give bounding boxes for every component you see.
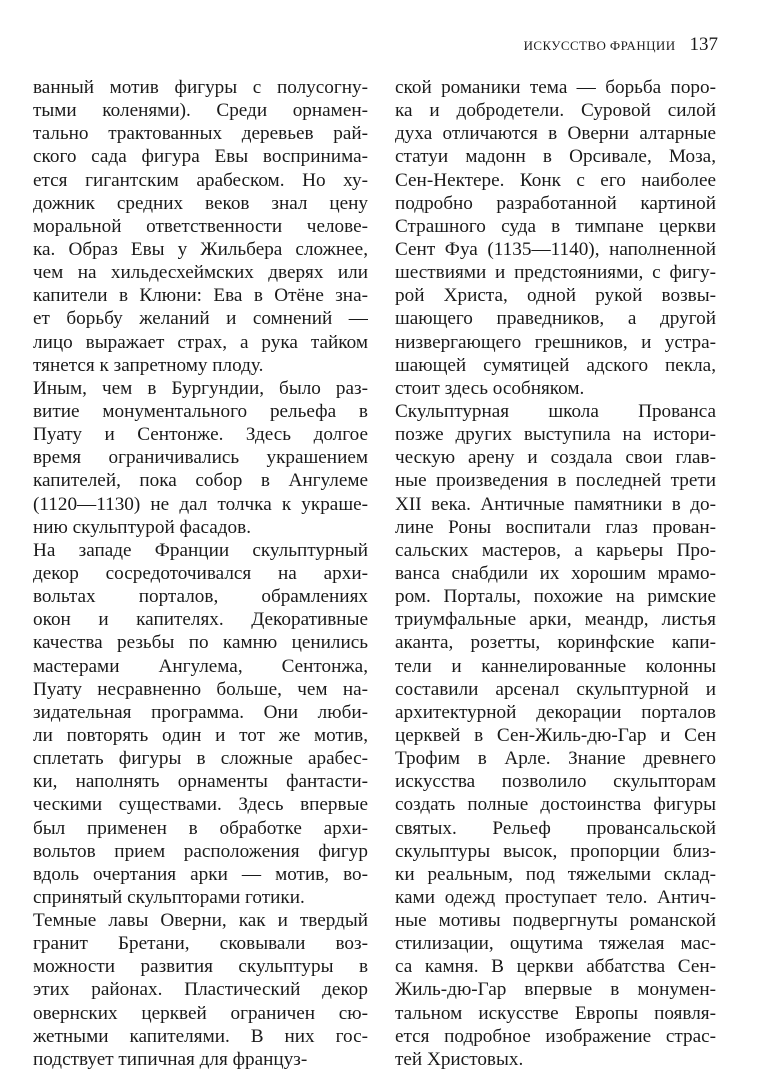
text-line: тальном искусстве Европы появля- [395,1002,716,1024]
text-line: тыми коленями). Среди орнамен- [33,100,368,122]
text-line: ка и добродетели. Суровой силой [395,100,716,122]
paragraph [33,76,368,377]
text-line: ческими существами. Здесь впервые [33,794,368,816]
page-number: 137 [689,34,718,55]
text-line: XII века. Античные памятники в до- [395,493,716,515]
running-head-title: ИСКУССТВО ФРАНЦИИ [523,38,676,53]
text-line: ные мотивы подвергнуты романской [395,910,716,932]
text-line: статуи мадонн в Орсивале, Моза, [395,146,716,168]
text-line: спринятый скульпторами готики. [33,886,305,908]
text-line: сплетать фигуры в сложные арабес- [33,748,368,770]
text-line: Страшного суда в тимпане церкви [395,215,716,237]
text-line: святых. Рельеф провансальской [395,817,716,839]
text-line: шающего праведников, а другой [395,308,716,330]
text-line: са камня. В церкви аббатства Сен- [395,956,716,978]
text-line: лицо выражает страх, а рука тайком [33,331,368,353]
text-line: архитектурной декорации порталов [395,701,716,723]
text-line: витие монументального рельефа в [33,400,368,422]
text-line: чем на хильдесхеймских дверях или [33,262,368,284]
text-line: можности развития скульптуры в [33,956,368,978]
paragraph [395,76,716,400]
text-line: духа отличаются в Оверни алтарные [395,123,716,145]
text-line: нию скульптурой фасадов. [33,516,251,538]
text-line: зидательная программа. Они люби- [33,701,368,723]
text-line: Скульптурная школа Прованса [395,400,716,422]
text-line: ской романики тема — борьба поро- [395,77,716,98]
text-line: вольтах порталов, обрамлениях [33,586,368,608]
text-line: (1120—1130) не дал толчка к украше- [33,493,368,515]
text-line: подствует типичная для француз- [33,1048,308,1070]
text-line: овернских церквей ограничен сю- [33,1002,368,1024]
text-line: шествиями и предстояниями, с фигу- [395,262,716,284]
text-line: На западе Франции скульптурный [33,539,368,561]
text-line: ли повторять один и тот же мотив, [33,724,368,746]
text-line: ванса снабдили их хорошим мрамо- [395,562,716,584]
text-line: тянется к запретному плоду. [33,354,264,376]
text-line: декор сосредоточивался на архи- [33,562,368,584]
text-line: окон и капителях. Декоративные [33,609,368,631]
text-line: вольтов прием расположения фигур [33,840,368,862]
text-line: шающей сумятицей адского пекла, [395,354,716,376]
paragraph [33,909,368,1071]
text-line: рой Христа, одной рукой возвы- [395,285,716,307]
text-line: ные произведения в последней трети [395,470,716,492]
text-line: низвергающего грешников, и устра- [395,331,716,353]
text-line: Пуату и Сентонже. Здесь долгое [33,424,368,446]
text-line: Жиль-дю-Гар впервые в монумен- [395,979,716,1001]
text-line: ки реальным, под тяжелыми склад- [395,863,716,885]
text-line: этих районах. Пластический декор [33,979,368,1001]
text-line: ского сада фигура Евы воспринима- [33,146,368,168]
text-line: лине Роны воспитали глаз прован- [395,516,716,538]
text-line: составили арсенал скульптурной и [395,678,716,700]
text-line: Пуату несравненно больше, чем на- [33,678,368,700]
text-line: ческую арену и создала свои глав- [395,447,716,469]
text-line: капители в Клюни: Ева в Отёне зна- [33,285,368,307]
text-line: Трофим в Арле. Знание древнего [395,748,716,770]
text-line: жетными капителями. В них гос- [33,1025,368,1047]
left-column [33,76,368,1071]
text-line: мастерами Ангулема, Сентонжа, [33,655,368,677]
text-line: стоит здесь особняком. [395,377,585,399]
text-line: ром. Порталы, похожие на римские [395,586,716,608]
text-line: скульптуры высок, пропорции близ- [395,840,716,862]
text-line: ками одежд проступает тело. Антич- [395,886,716,908]
text-line: ка. Образ Евы у Жильбера сложнее, [33,238,368,260]
paragraph [395,400,716,1071]
text-line: ется подробное изображение страс- [395,1025,716,1047]
paragraph [33,377,368,539]
text-line: позже других выступила на истори- [395,424,716,446]
text-line: ется гигантским арабеском. Но ху- [33,169,368,191]
text-line: тей Христовых. [395,1048,524,1070]
text-line: церквей в Сен-Жиль-дю-Гар и Сен [395,724,716,746]
text-line: время ограничивались украшением [33,447,368,469]
text-line: тели и каннелированные колонны [395,655,716,677]
text-line: моральной ответственности челове- [33,215,368,237]
text-line: вдоль очертания арки — мотив, во- [33,863,368,885]
text-line: искусства позволило скульпторам [395,771,716,793]
text-line: был применен в обработке архи- [33,817,368,839]
text-line: капителей, пока собор в Ангулеме [33,470,368,492]
text-line: ет борьбу желаний и сомнений — [33,308,368,330]
text-line: Темные лавы Оверни, как и твердый [33,910,368,932]
text-line: Сен-Нектере. Конк с его наиболее [395,169,716,191]
text-line: триумфальные арки, меандр, листья [395,609,716,631]
text-line: ванный мотив фигуры с полусогну- [33,77,368,98]
running-head [524,34,718,56]
text-line: дожник средних веков знал цену [33,192,368,214]
text-line: Иным, чем в Бургундии, было раз- [33,377,368,399]
text-line: подробно разработанной картиной [395,192,716,214]
paragraph [33,539,368,909]
text-line: стилизации, ощутима тяжелая мас- [395,933,716,955]
right-column [395,76,716,1071]
text-line: качества резьбы по камню ценились [33,632,368,654]
text-line: сальских мастеров, а карьеры Про- [395,539,716,561]
text-line: ки, наполнять орнаменты фантасти- [33,771,368,793]
text-line: тально трактованных деревьев рай- [33,123,368,145]
text-line: аканта, розетты, коринфские капи- [395,632,716,654]
text-line: создать полные достоинства фигуры [395,794,716,816]
text-line: гранит Бретани, сковывали воз- [33,933,368,955]
text-line: Сент Фуа (1135—1140), наполненной [395,238,716,260]
